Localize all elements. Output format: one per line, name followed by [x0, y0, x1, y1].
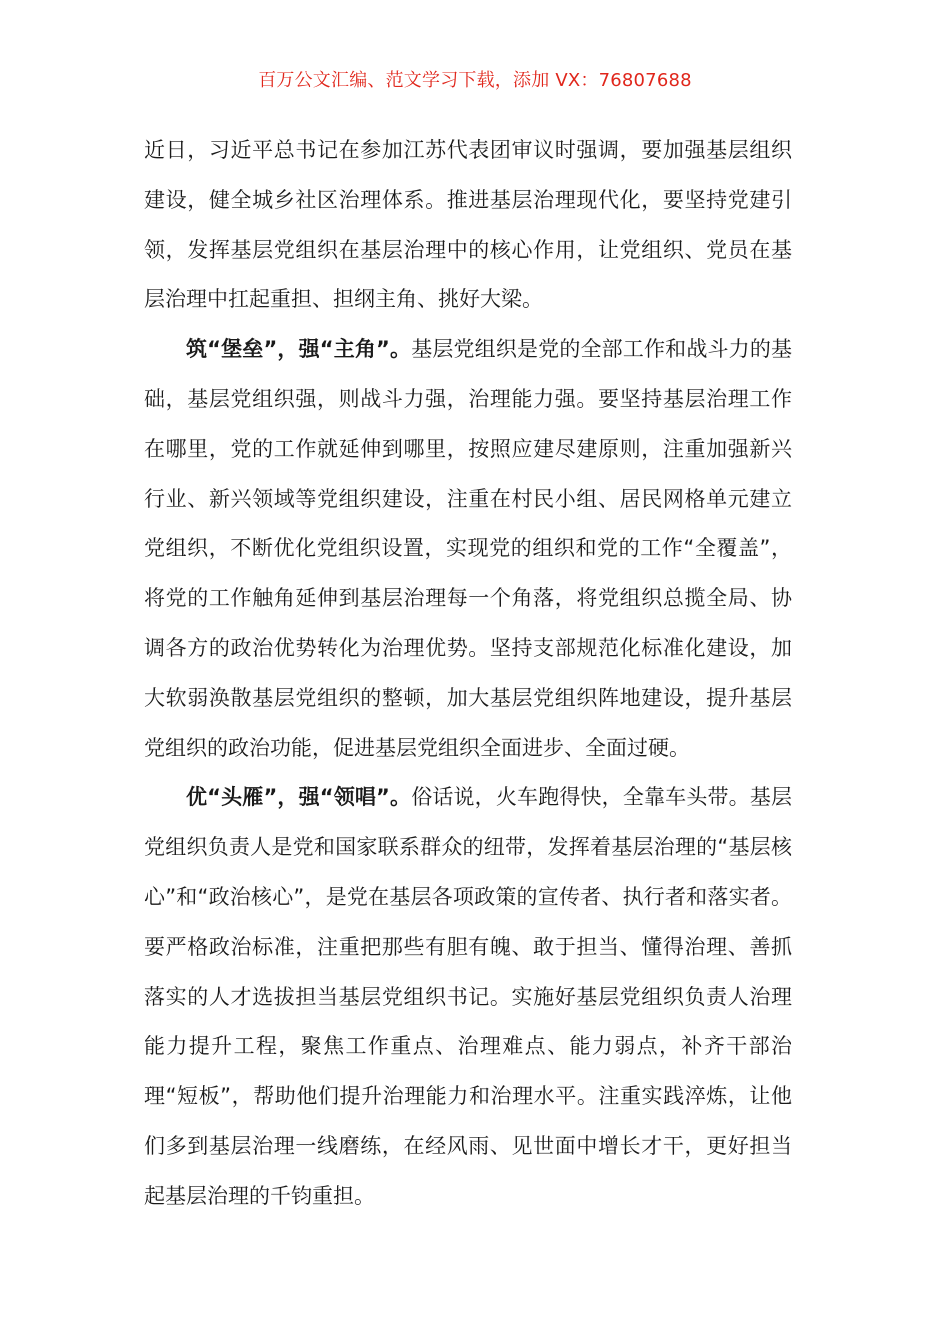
paragraph-heading: 优“头雁”，强“领唱”。 [186, 785, 412, 810]
paragraph-text: 基层党组织是党的全部工作和战斗力的基础，基层党组织强，则战斗力强，治理能力强。要坚持基层治理工作在哪里，党的工作就延伸到哪里，按照应建尽建原则，注重加强新兴行业、新兴领域等党组织建设，注重在村民小组、居民网格单元建立党组织，不断优化党组织设置，实现党的组织和党的工作“全覆盖”，将党的工作触角延伸到基层治理每一个角落，将党组织总揽全局、协调各方的政治优势转化为治理优势。坚持支部规范化标准化建设，加大软弱涣散基层党组织的整顿，加大基层党组织阵地建设，提升基层党组织的政治功能，促进基层党组织全面进步、全面过硬。 [144, 337, 792, 760]
paragraph-text: 俗话说，火车跑得快，全靠车头带。基层党组织负责人是党和国家联系群众的纽带，发挥着基层治理的“基层核心”和“政治核心”，是党在基层各项政策的宣传者、执行者和落实者。要严格政治标准，注重把那些有胆有魄、敢于担当、懂得治理、善抓落实的人才选拔担当基层党组织书记。实施好基层党组织负责人治理能力提升工程，聚焦工作重点、治理难点、能力弱点，补齐干部治理“短板”，帮助他们提升治理能力和治理水平。注重实践淬炼，让他们多到基层治理一线磨练，在经风雨、见世面中增长才干，更好担当起基层治理的千钧重担。 [144, 785, 792, 1208]
paragraph-leaders [144, 773, 792, 1221]
paragraph-text: 近日，习近平总书记在参加江苏代表团审议时强调，要加强基层组织建设，健全城乡社区治理体系。推进基层治理现代化，要坚持党建引领，发挥基层党组织在基层治理中的核心作用，让党组织、党员在基层治理中扛起重担、担纲主角、挑好大梁。 [144, 138, 792, 312]
paragraph-heading: 筑“堡垒”，强“主角”。 [186, 337, 412, 362]
paragraph-fortress [144, 325, 792, 773]
document-body [144, 126, 792, 1222]
paragraph-intro [144, 126, 792, 325]
header-banner: 百万公文汇编、范文学习下载，添加 VX：76807688 [258, 70, 692, 91]
